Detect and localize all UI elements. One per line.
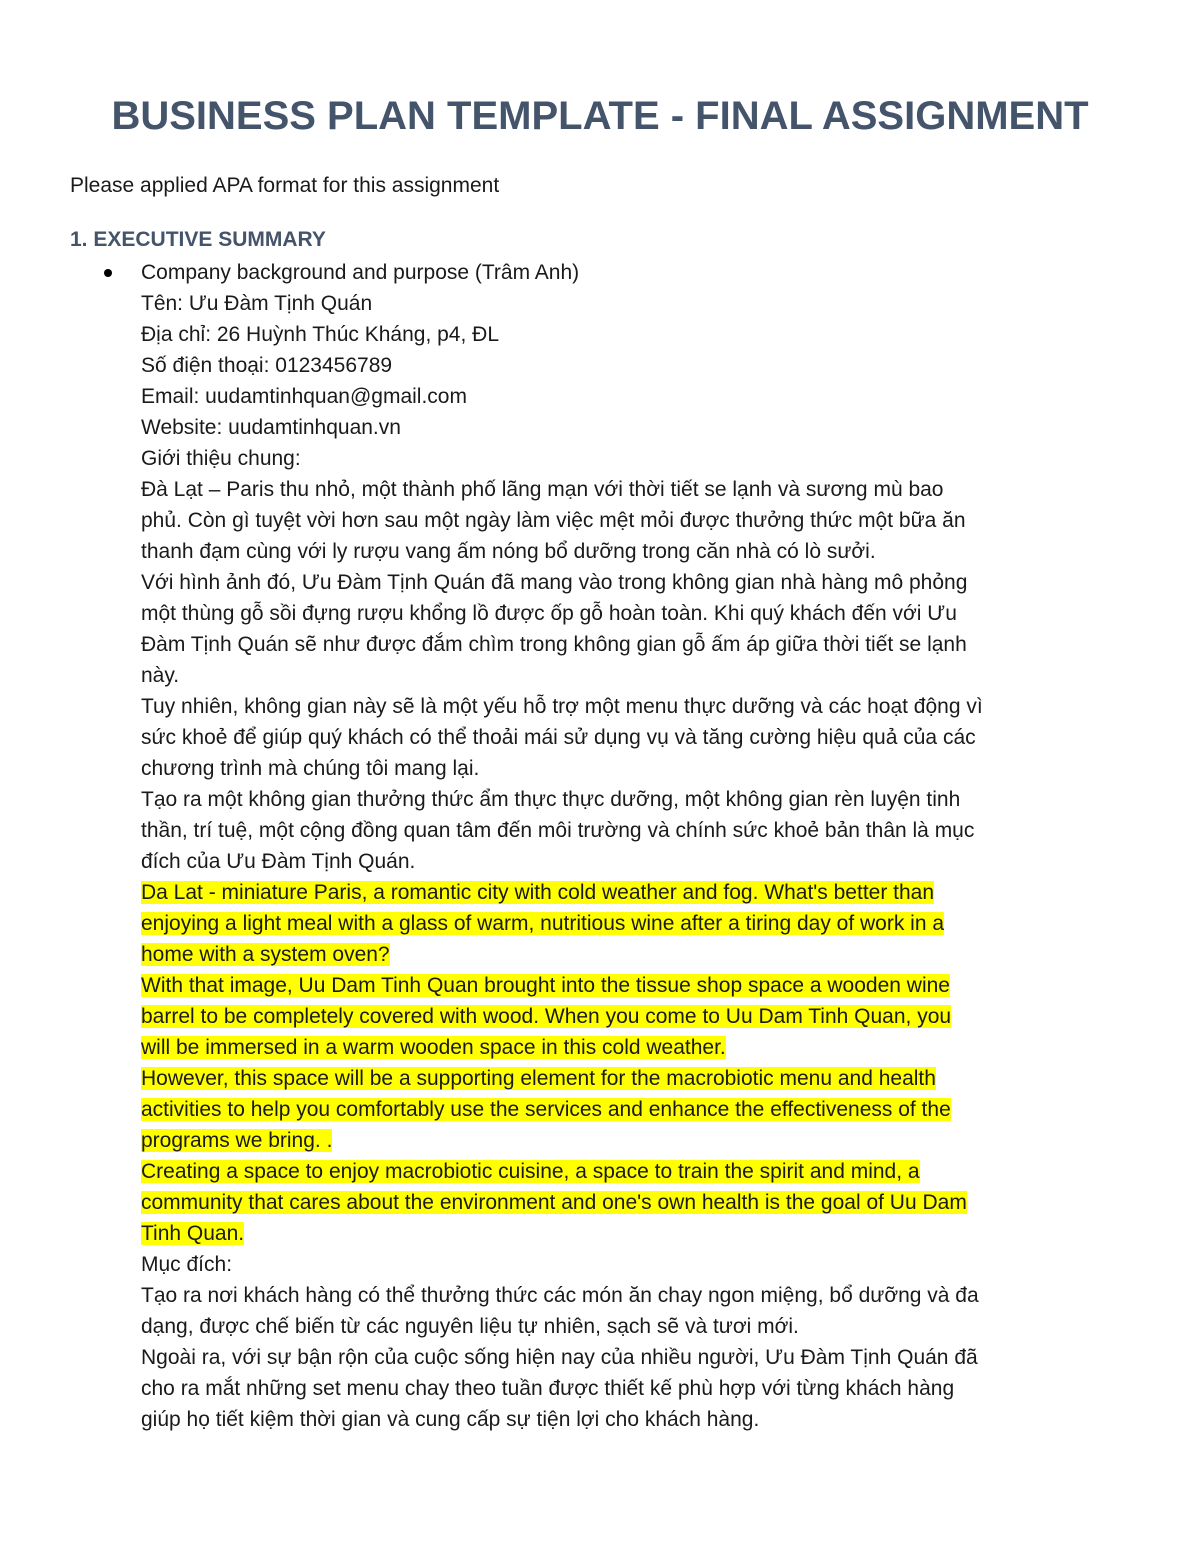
highlighted-text: Da Lat - miniature Paris, a romantic city with cold weather and fog. What's better than [141, 881, 935, 904]
text-line [141, 412, 1096, 443]
body-text: đích của Ưu Đàm Tịnh Quán. [141, 850, 416, 873]
highlighted-text: barrel to be completely covered with wood. When you come to Uu Dam Tinh Quan, you [141, 1005, 952, 1028]
text-line [141, 1373, 1096, 1404]
body-text: Với hình ảnh đó, Ưu Đàm Tịnh Quán đã mang vào trong không gian nhà hàng mô phỏng [141, 571, 968, 594]
body-text: thanh đạm cùng với ly rượu vang ấm nóng bổ dưỡng trong căn nhà có lò sưởi. [141, 540, 876, 563]
text-line [141, 846, 1096, 877]
text-line [141, 660, 1096, 691]
body-text: Email: uudamtinhquan@gmail.com [141, 385, 467, 408]
highlighted-text: community that cares about the environment and one's own health is the goal of Uu Dam [141, 1191, 967, 1214]
text-line [141, 1342, 1096, 1373]
text-line [141, 350, 1096, 381]
text-line [141, 288, 1096, 319]
body-text: Giới thiệu chung: [141, 447, 301, 470]
body-text: Đà Lạt – Paris thu nhỏ, một thành phố lãng mạn với thời tiết se lạnh và sương mù bao [141, 478, 944, 501]
text-line [141, 443, 1096, 474]
highlighted-text: will be immersed in a warm wooden space in this cold weather. [141, 1036, 726, 1059]
body-text: Số điện thoại: 0123456789 [141, 354, 393, 377]
highlighted-text: Tinh Quan. [141, 1222, 245, 1245]
text-line [141, 1311, 1096, 1342]
text-line [141, 939, 1096, 970]
body-text: một thùng gỗ sồi đựng rượu khổng lồ được ốp gỗ hoàn toàn. Khi quý khách đến với Ưu [141, 602, 957, 625]
text-line [141, 970, 1096, 1001]
text-line [141, 815, 1096, 846]
text-line [141, 1218, 1096, 1249]
text-line [141, 753, 1096, 784]
body-text: Địa chỉ: 26 Huỳnh Thúc Kháng, p4, ĐL [141, 323, 499, 346]
text-line [141, 257, 1096, 288]
text-line [141, 381, 1096, 412]
body-text: này. [141, 664, 180, 687]
bullet-dot-icon [104, 269, 112, 277]
body-text: phủ. Còn gì tuyệt vời hơn sau một ngày làm việc mệt mỏi được thưởng thức một bữa ăn [141, 509, 966, 532]
body-text: Ngoài ra, với sự bận rộn của cuộc sống hiện nay của nhiều người, Ưu Đàm Tịnh Quán đã [141, 1346, 978, 1369]
text-line [141, 567, 1096, 598]
highlighted-text: home with a system oven? [141, 943, 390, 966]
highlighted-text: However, this space will be a supporting element for the macrobiotic menu and health [141, 1067, 936, 1090]
text-line [141, 1187, 1096, 1218]
document-title: BUSINESS PLAN TEMPLATE - FINAL ASSIGNMENT [111, 94, 1089, 138]
body-text: Tạo ra một không gian thưởng thức ẩm thực thực dưỡng, một không gian rèn luyện tinh [141, 788, 961, 811]
text-line [141, 1063, 1096, 1094]
body-text: sức khoẻ để giúp quý khách có thể thoải mái sử dụng vụ và tăng cường hiệu quả của các [141, 726, 976, 749]
text-line [141, 784, 1096, 815]
highlighted-text: activities to help you comfortably use the services and enhance the effectiveness of the [141, 1098, 951, 1121]
body-text: Tuy nhiên, không gian này sẽ là một yếu hỗ trợ một menu thực dưỡng và các hoạt động vì [141, 695, 983, 718]
text-line [141, 536, 1096, 567]
body-text: Company background and purpose (Trâm Anh) [141, 261, 580, 284]
body-text: cho ra mắt những set menu chay theo tuần được thiết kế phù hợp với từng khách hàng [141, 1377, 955, 1400]
text-line [141, 1094, 1096, 1125]
text-line [141, 505, 1096, 536]
text-line [141, 1032, 1096, 1063]
text-line [141, 1001, 1096, 1032]
body-text: Website: uudamtinhquan.vn [141, 416, 401, 439]
bullet-content [141, 257, 1096, 1435]
text-line [141, 1249, 1096, 1280]
body-text: Tên: Ưu Đàm Tịnh Quán [141, 292, 373, 315]
highlighted-text: programs we bring. . [141, 1129, 333, 1152]
body-text: dạng, được chế biến từ các nguyên liệu tự nhiên, sạch sẽ và tươi mới. [141, 1315, 799, 1338]
highlighted-text: enjoying a light meal with a glass of warm, nutritious wine after a tiring day of work in a [141, 912, 945, 935]
text-line [141, 877, 1096, 908]
text-line [141, 474, 1096, 505]
text-line [141, 598, 1096, 629]
body-text: giúp họ tiết kiệm thời gian và cung cấp sự tiện lợi cho khách hàng. [141, 1408, 760, 1431]
text-line [141, 1156, 1096, 1187]
text-line [141, 1404, 1096, 1435]
text-line [141, 629, 1096, 660]
body-text: Tạo ra nơi khách hàng có thể thưởng thức các món ăn chay ngon miệng, bổ dưỡng và đa [141, 1284, 979, 1307]
highlighted-text: Creating a space to enjoy macrobiotic cuisine, a space to train the spirit and mind, a [141, 1160, 920, 1183]
text-line [141, 908, 1096, 939]
body-text: Đàm Tịnh Quán sẽ như được đắm chìm trong không gian gỗ ấm áp giữa thời tiết se lạnh [141, 633, 967, 656]
text-line [141, 691, 1096, 722]
section-heading-executive-summary: 1. EXECUTIVE SUMMARY [70, 228, 326, 251]
body-text: thần, trí tuệ, một cộng đồng quan tâm đến môi trường và chính sức khoẻ bản thân là mục [141, 819, 975, 842]
text-line [141, 1125, 1096, 1156]
text-line [141, 319, 1096, 350]
body-text: Mục đích: [141, 1253, 233, 1276]
highlighted-text: With that image, Uu Dam Tinh Quan brought into the tissue shop space a wooden wine [141, 974, 950, 997]
assignment-note: Please applied APA format for this assignment [70, 174, 500, 197]
text-line [141, 1280, 1096, 1311]
body-text: chương trình mà chúng tôi mang lại. [141, 757, 480, 780]
text-line [141, 722, 1096, 753]
